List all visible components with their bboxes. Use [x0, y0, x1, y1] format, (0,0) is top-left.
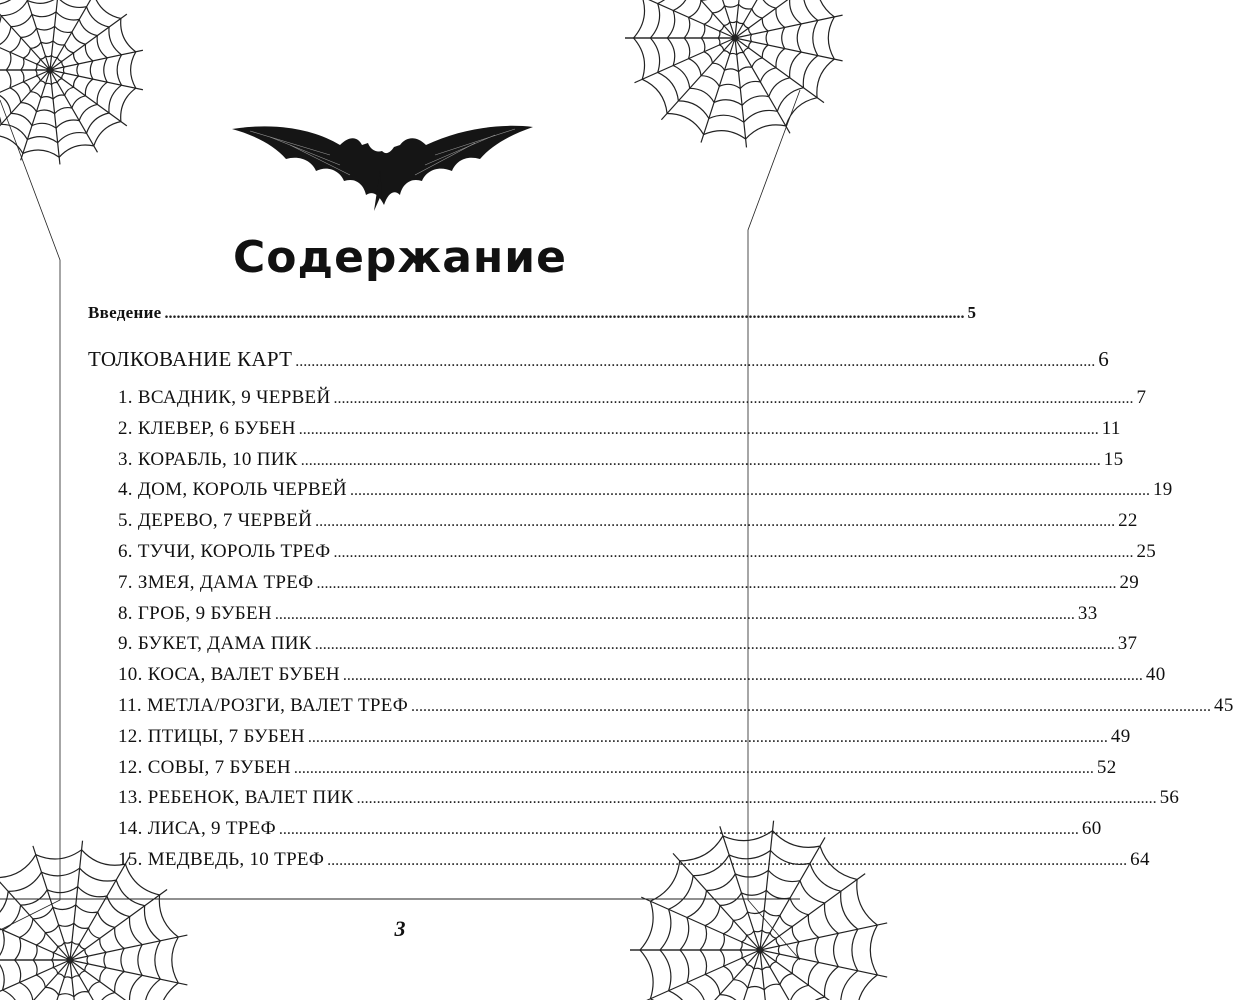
- toc-entry[interactable]: [118, 633, 1138, 655]
- toc-entry-page: 37: [1117, 633, 1138, 655]
- toc-entry[interactable]: [118, 387, 1147, 409]
- toc-entry-page: 45: [1214, 695, 1234, 716]
- toc-entry-label: 15. МЕДВЕДЬ, 10 ТРЕФ: [118, 849, 325, 870]
- dot-leader: ........................................................................................................................................................................................................: [164, 305, 965, 322]
- toc-entry-page: 40: [1145, 664, 1166, 686]
- toc-entry-label: 2. КЛЕВЕР, 6 БУБЕН: [118, 417, 296, 439]
- toc-entry-page: 49: [1110, 725, 1131, 747]
- toc-entry-page: 15: [1103, 448, 1124, 470]
- toc-entry[interactable]: [118, 510, 1138, 532]
- toc-entry[interactable]: [118, 541, 1157, 563]
- dot-leader: ........................................................................................................................................................................................................: [356, 790, 1157, 808]
- toc-entry-label: ТОЛКОВАНИЕ КАРТ: [88, 347, 293, 371]
- toc-entry-label: 8. ГРОБ, 9 БУБЕН: [118, 602, 272, 624]
- dot-leader: ........................................................................................................................................................................................................: [314, 636, 1115, 654]
- toc-entry-label: 12. СОВЫ, 7 БУБЕН: [118, 756, 291, 778]
- toc-entry[interactable]: [118, 756, 1117, 779]
- toc-entry-label: 3. КОРАБЛЬ, 10 ПИК: [118, 448, 298, 470]
- toc-entry-page: 19: [1152, 479, 1173, 501]
- toc-entry-label: 4. ДОМ, КОРОЛЬ ЧЕРВЕЙ: [118, 479, 347, 501]
- toc-entry-label: 10. КОСА, ВАЛЕТ БУБЕН: [118, 664, 340, 686]
- dot-leader: ........................................................................................................................................................................................................: [307, 728, 1108, 746]
- dot-leader: ........................................................................................................................................................................................................: [298, 420, 1099, 438]
- dot-leader: ........................................................................................................................................................................................................: [293, 759, 1094, 777]
- dot-leader: ........................................................................................................................................................................................................: [333, 544, 1134, 561]
- toc-entry-label: 5. ДЕРЕВО, 7 ЧЕРВЕЙ: [118, 510, 313, 532]
- dot-leader: ........................................................................................................................................................................................................: [295, 353, 1096, 370]
- toc-entry[interactable]: [118, 602, 1098, 625]
- dot-leader: ........................................................................................................................................................................................................: [333, 390, 1134, 407]
- toc-intro[interactable]: [88, 303, 977, 323]
- toc-entry-page: 52: [1096, 756, 1117, 778]
- toc-entry[interactable]: [118, 787, 1180, 809]
- toc-entry-page: 11: [1101, 417, 1121, 439]
- bat-icon: [230, 115, 535, 215]
- dot-leader: ........................................................................................................................................................................................................: [411, 698, 1212, 715]
- toc-entry-page: 56: [1159, 787, 1180, 809]
- toc-entry[interactable]: [118, 448, 1124, 471]
- toc-entry[interactable]: [118, 664, 1166, 686]
- toc-entry-label: 9. БУКЕТ, ДАМА ПИК: [118, 633, 312, 655]
- dot-leader: ........................................................................................................................................................................................................: [274, 605, 1075, 623]
- toc-entry-page: 60: [1081, 818, 1102, 840]
- toc-entry-page: 29: [1119, 571, 1140, 593]
- dot-leader: ........................................................................................................................................................................................................: [278, 821, 1079, 839]
- toc-entry-label: 14. ЛИСА, 9 ТРЕФ: [118, 818, 276, 840]
- toc-entry[interactable]: [118, 725, 1131, 748]
- toc-entry[interactable]: [118, 695, 1234, 717]
- toc-entry-label: 7. ЗМЕЯ, ДАМА ТРЕФ: [118, 571, 314, 593]
- toc-entry[interactable]: [118, 849, 1150, 871]
- page-title: Содержание: [233, 232, 567, 283]
- toc-entry-page: 33: [1077, 602, 1098, 624]
- dot-leader: ........................................................................................................................................................................................................: [327, 852, 1128, 869]
- dot-leader: ........................................................................................................................................................................................................: [300, 451, 1101, 469]
- toc-entry-page: 22: [1118, 510, 1138, 532]
- toc-entry[interactable]: [118, 479, 1173, 501]
- toc-entry[interactable]: [118, 417, 1121, 440]
- toc-entry-page: 7: [1136, 387, 1147, 408]
- toc-entry-page: 64: [1130, 849, 1150, 870]
- toc-entry-label: 12. ПТИЦЫ, 7 БУБЕН: [118, 725, 305, 747]
- dot-leader: ........................................................................................................................................................................................................: [349, 482, 1150, 500]
- toc-entry[interactable]: [118, 818, 1102, 840]
- toc-section[interactable]: [88, 347, 1110, 372]
- dot-leader: ........................................................................................................................................................................................................: [315, 513, 1116, 531]
- toc-entry-page: 5: [967, 303, 977, 322]
- page-number: 3: [394, 916, 406, 941]
- dot-leader: ........................................................................................................................................................................................................: [316, 574, 1117, 592]
- toc-entry-label: 11. МЕТЛА/РОЗГИ, ВАЛЕТ ТРЕФ: [118, 695, 409, 716]
- toc-entry-label: 6. ТУЧИ, КОРОЛЬ ТРЕФ: [118, 541, 331, 562]
- dot-leader: ........................................................................................................................................................................................................: [342, 667, 1143, 685]
- toc-entry-page: 6: [1098, 347, 1110, 371]
- toc-entry-label: Введение: [88, 303, 162, 322]
- toc-entry-page: 25: [1136, 541, 1157, 562]
- toc-entry-label: 1. ВСАДНИК, 9 ЧЕРВЕЙ: [118, 387, 331, 408]
- toc-entry[interactable]: [118, 571, 1140, 594]
- toc-entry-label: 13. РЕБЕНОК, ВАЛЕТ ПИК: [118, 787, 354, 809]
